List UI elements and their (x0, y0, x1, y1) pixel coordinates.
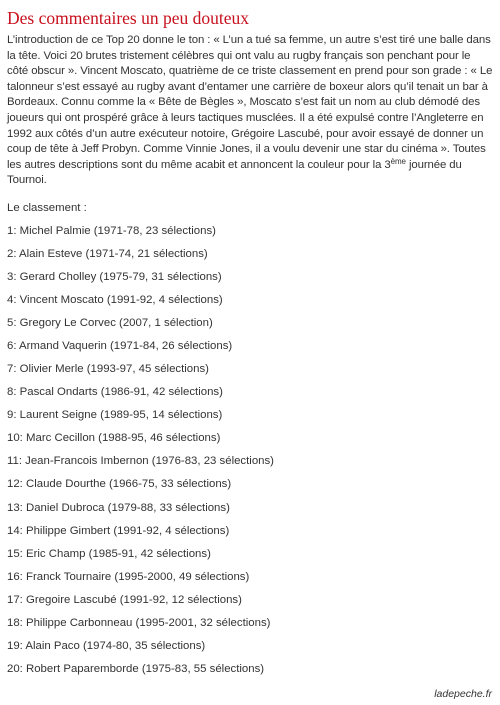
article-title: Des commentaires un peu douteux (7, 8, 250, 28)
source-credit: ladepeche.fr (434, 688, 492, 700)
ranking-item-12: 12: Claude Dourthe (1966-75, 33 sélections) (7, 478, 232, 491)
ranking-item-6: 6: Armand Vaquerin (1971-84, 26 sélections) (7, 340, 233, 353)
ranking-item-16: 16: Franck Tournaire (1995-2000, 49 sélections) (7, 570, 250, 583)
intro-superscript: ème (390, 156, 406, 166)
ranking-item-9: 9: Laurent Seigne (1989-95, 14 sélections) (7, 409, 223, 422)
ranking-item-14: 14: Philippe Gimbert (1991-92, 4 sélections) (7, 524, 230, 537)
ranking-item-18: 18: Philippe Carbonneau (1995-2001, 32 sélections) (7, 616, 271, 629)
ranking-item-5: 5: Gregory Le Corvec (2007, 1 sélection) (7, 317, 213, 330)
ranking-item-7: 7: Olivier Merle (1993-97, 45 sélections) (7, 363, 209, 376)
ranking-item-20: 20: Robert Paparemborde (1975-83, 55 sélections) (7, 662, 265, 675)
intro-main-text: L’introduction de ce Top 20 donne le ton : « L’un a tué sa femme, un autre s’est tiré une balle dans la tête. Voici 20 brutes tristement célèbres qui ont valu au rugby français son penchant pour le côté obscur ». Vincent Moscato, quatrième de ce triste classement en prend pour son grade : « Le talonneur s’est essayé au rugby avant d’entamer une carrière de boxeur alors qu’il tenait un bar à Bordeaux. Connu comme la « Bête de Bègles », Moscato s’est fait un nom au club démodé des joueurs qui ont prospéré grâce à leurs tactiques musclées. Il a été expulsé contre l’Angleterre en 1992 aux côtés d’un autre exécuteur notoire, Grégoire Lascubé, pour avoir essayé de donner un coup de tête à Jeff Probyn. Comme Vinnie Jones, il a voulu devenir une star du cinéma ». Toutes les autres descriptions sont du même acabit et annoncent la couleur pour la 3 (7, 34, 493, 171)
ranking-item-2: 2: Alain Esteve (1971-74, 21 sélections) (7, 247, 208, 260)
ranking-item-8: 8: Pascal Ondarts (1986-91, 42 sélections) (7, 386, 223, 399)
ranking-item-19: 19: Alain Paco (1974-80, 35 sélections) (7, 639, 206, 652)
classement-label: Le classement : (7, 201, 87, 214)
ranking-item-15: 15: Eric Champ (1985-91, 42 sélections) (7, 547, 211, 560)
ranking-item-11: 11: Jean-Francois Imbernon (1976-83, 23 sélections) (7, 455, 274, 468)
ranking-item-4: 4: Vincent Moscato (1991-92, 4 sélections) (7, 294, 223, 307)
ranking-item-10: 10: Marc Cecillon (1988-95, 46 sélections) (7, 432, 221, 445)
ranking-item-1: 1: Michel Palmie (1971-78, 23 sélections) (7, 224, 216, 237)
intro-paragraph (7, 33, 494, 189)
ranking-item-3: 3: Gerard Cholley (1975-79, 31 sélections) (7, 271, 222, 284)
intro-end-text: journée du Tournoi. (7, 158, 462, 187)
ranking-item-17: 17: Gregoire Lascubé (1991-92, 12 sélections) (7, 593, 242, 606)
ranking-list (7, 224, 494, 677)
ranking-item-13: 13: Daniel Dubroca (1979-88, 33 sélections) (7, 501, 230, 514)
